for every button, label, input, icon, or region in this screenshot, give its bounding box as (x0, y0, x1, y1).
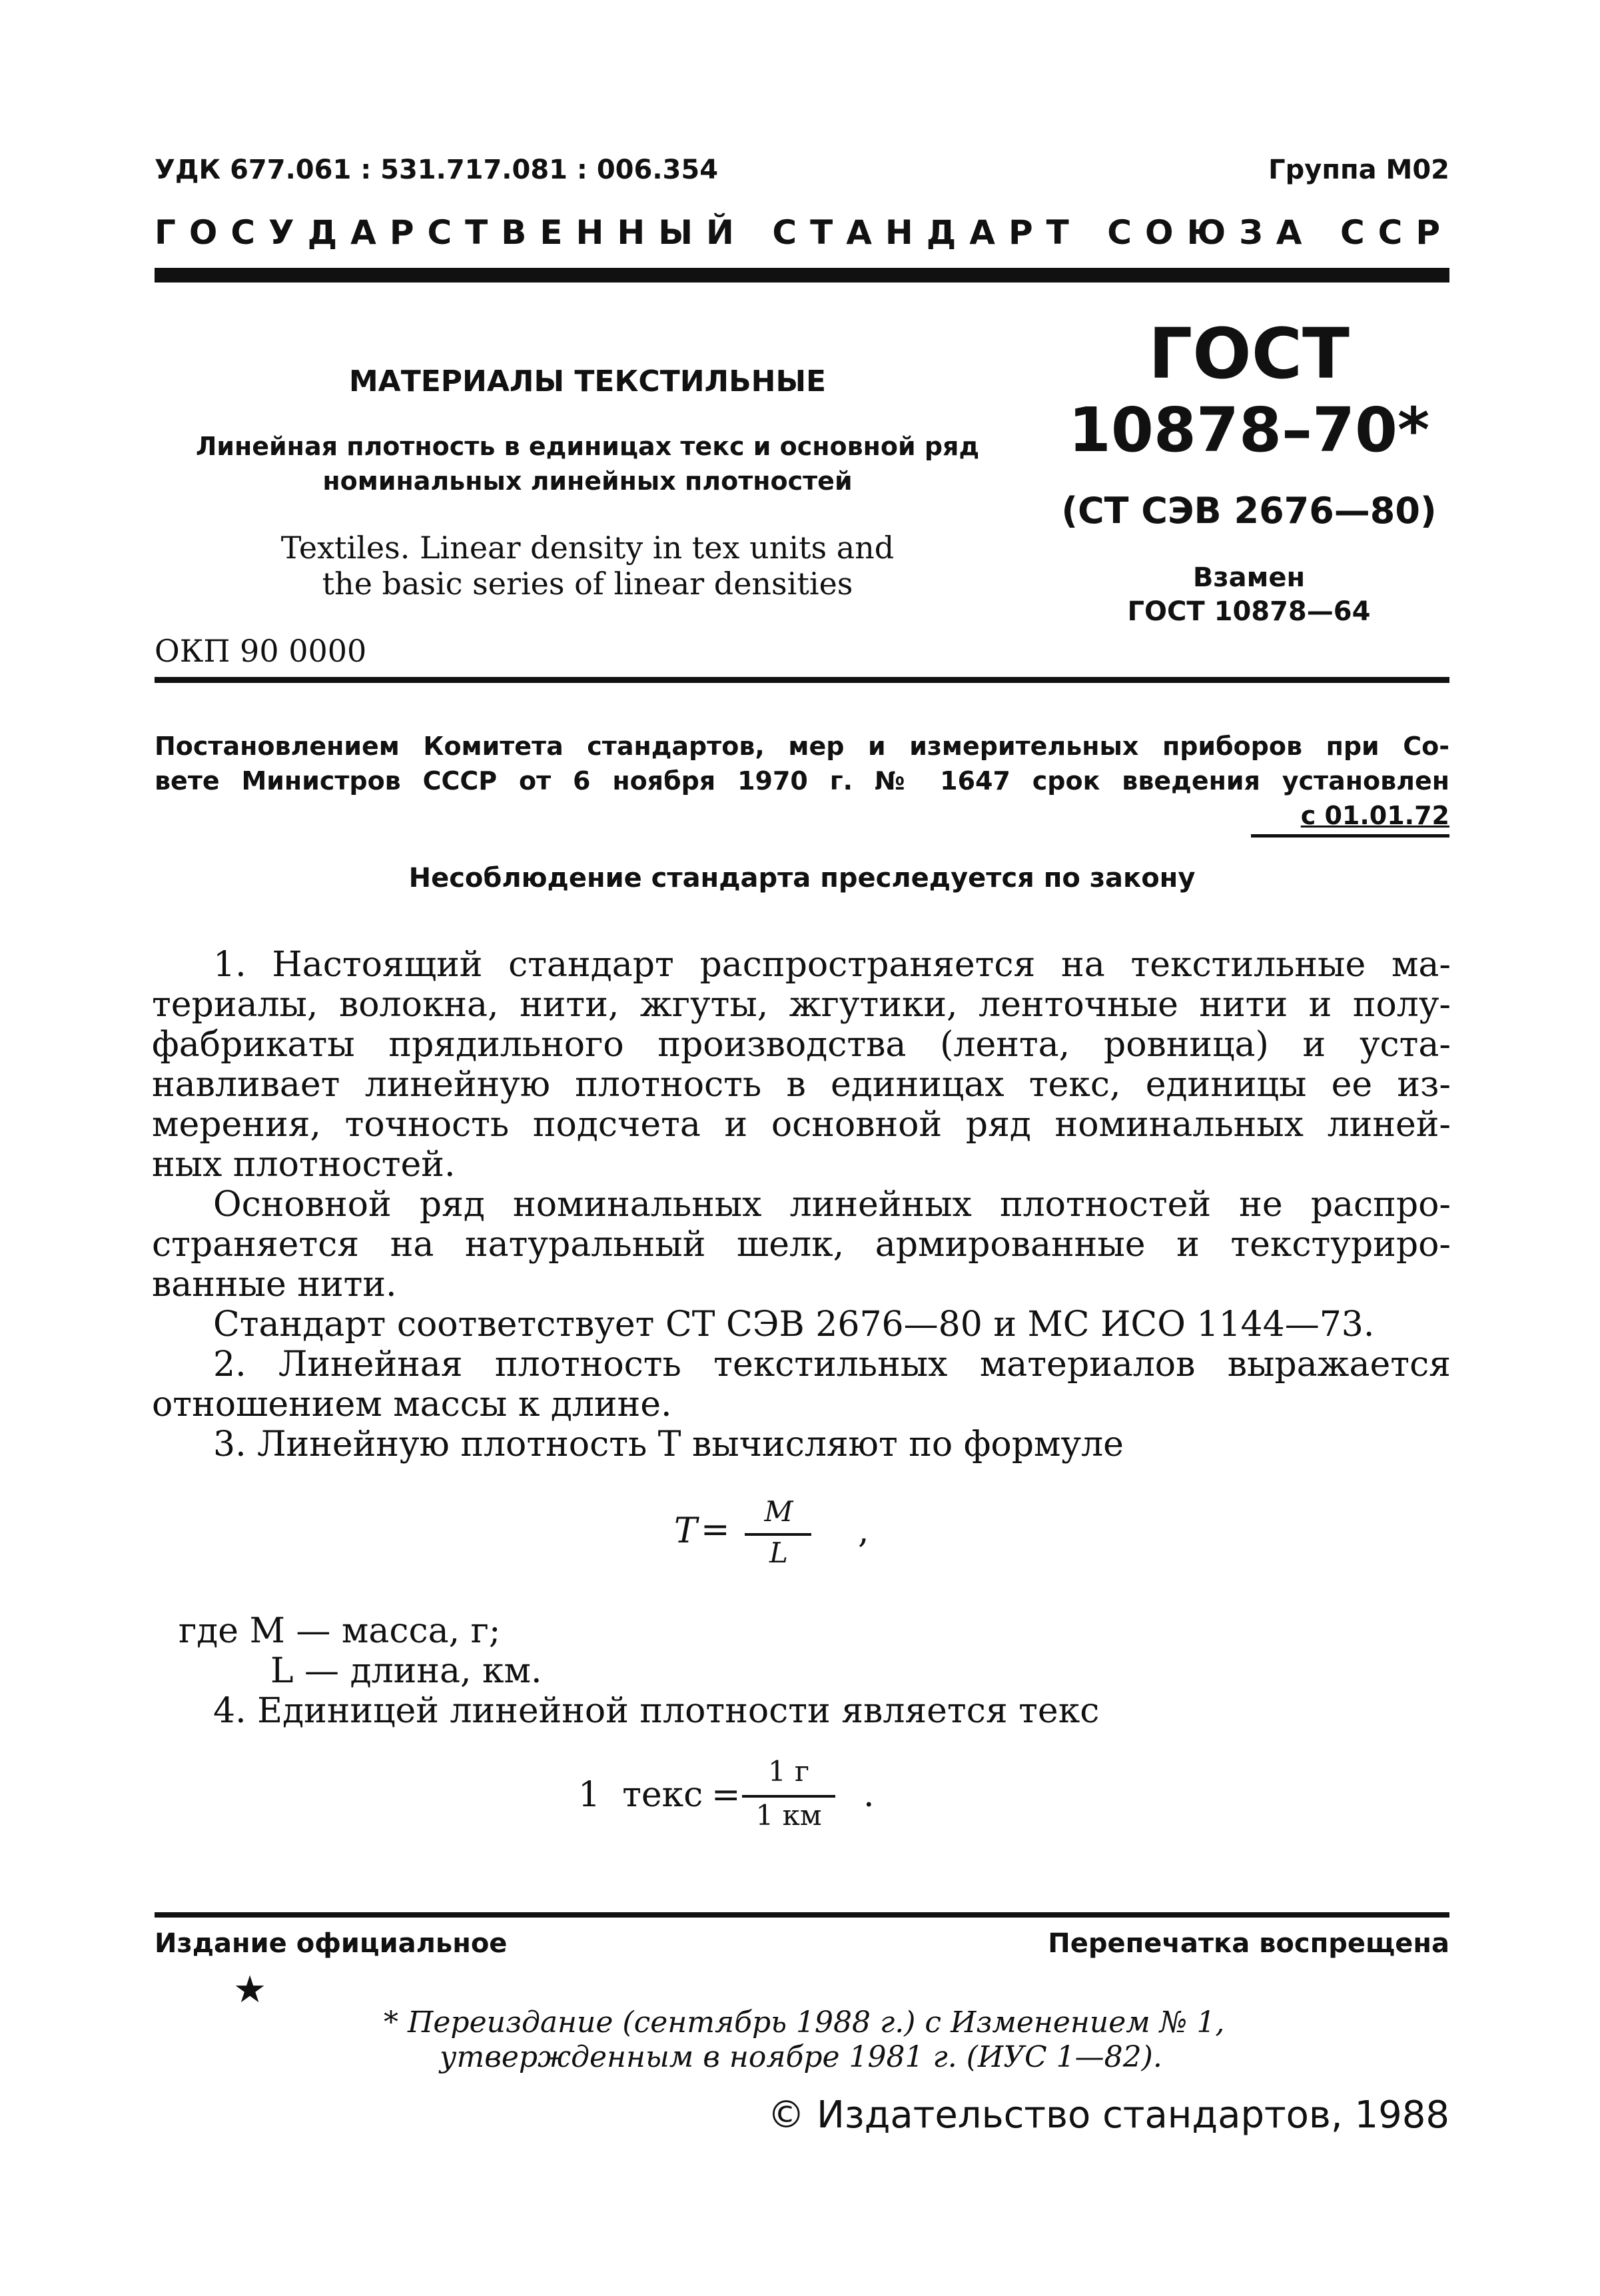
gost-number: 10878–70* (1068, 394, 1430, 466)
p2-line: ванные нити. (152, 1265, 397, 1305)
p1-line: териалы, волокна, нити, жгуты, жгутики, ленточные нити и полу- (152, 985, 1451, 1025)
title-en-line1: Textiles. Linear density in tex units and (280, 530, 895, 566)
p2-line: Основной ряд номинальных линейных плотностей не распро- (213, 1185, 1451, 1225)
p1-line: фабрикаты прядильного производства (лента, ровница) и уста- (152, 1025, 1451, 1065)
paragraph-3: Стандарт соответствует СТ СЭВ 2676—80 и МС ИСО 1144—73. (213, 1305, 1375, 1345)
formula-tex-denominator: 1 км (755, 1799, 822, 1832)
formula-numerator: M (764, 1495, 793, 1528)
reissue-note-line1: * Переиздание (сентябрь 1988 г.) с Изменением № 1, (384, 2006, 1225, 2039)
udk-code: УДК 677.061 : 531.717.081 : 006.354 (155, 155, 719, 185)
formula-denominator: L (769, 1536, 788, 1569)
paragraph-6: 4. Единицей линейной плотности является текс (213, 1691, 1100, 1731)
p1-line: навливает линейную плотность в единицах текс, единицы ее из- (152, 1065, 1451, 1105)
formula-trailing-comma: , (858, 1511, 869, 1551)
p1-line: 1. Настоящий стандарт распространяется на текстильные ма- (213, 945, 1451, 985)
formula-fraction-bar (745, 1533, 811, 1536)
formula-tex-numerator: 1 г (767, 1755, 810, 1788)
star-icon: ★ (233, 1968, 267, 2011)
decree-line1: Постановлением Комитета стандартов, мер и измерительных приборов при Со- (155, 732, 1449, 761)
st-sev-reference: (СТ СЭВ 2676—80) (1061, 490, 1437, 532)
reissue-note-line2: утвержденным в ноябре 1981 г. (ИУС 1—82). (440, 2040, 1162, 2074)
group-code: Группа М02 (1268, 155, 1449, 185)
formula-tex-lhs: 1 текс (578, 1775, 703, 1815)
decree-date: с 01.01.72 (1300, 801, 1449, 830)
footer-rule (155, 1912, 1449, 1918)
p2-line: страняется на натуральный шелк, армированные и текстуриро- (152, 1225, 1451, 1265)
p4-line: отношением массы к длине. (152, 1385, 672, 1425)
p1-line: ных плотностей. (152, 1145, 456, 1185)
publisher-copyright: © Издательство стандартов, 1988 (767, 2093, 1449, 2137)
paragraph-2 (152, 1185, 1451, 1305)
document-title: МАТЕРИАЛЫ ТЕКСТИЛЬНЫЕ (348, 364, 827, 398)
paragraph-5: 3. Линейную плотность T вычисляют по формуле (213, 1425, 1124, 1464)
decree-date-underline (1251, 834, 1449, 838)
title-rule (155, 677, 1449, 683)
paragraph-4 (152, 1345, 1451, 1425)
official-edition: Издание официальное (155, 1928, 508, 1959)
subtitle-ru-line1: Линейная плотность в единицах текс и основной ряд (195, 432, 980, 461)
replaces-gost: ГОСТ 10878—64 (1127, 596, 1371, 627)
p1-line: мерения, точность подсчета и основной ряд номинальных линей- (152, 1105, 1451, 1145)
gost-label: ГОСТ (1148, 313, 1350, 394)
header-rule (155, 268, 1449, 283)
where-mass: где M — масса, г; (179, 1611, 501, 1651)
state-standard-heading: ГОСУДАРСТВЕННЫЙ СТАНДАРТ СОЮЗА ССР (155, 213, 1453, 252)
formula-tex-trailing-period: . (863, 1775, 875, 1815)
formula-tex-equals: = (711, 1775, 741, 1815)
formula-tex-fraction-bar (742, 1795, 835, 1798)
where-length: L — длина, км. (270, 1651, 542, 1691)
formula-equals: = (701, 1510, 730, 1550)
okp-code: ОКП 90 0000 (155, 633, 367, 669)
title-en-line2: the basic series of linear densities (322, 566, 853, 602)
replaces-label: Взамен (1192, 562, 1306, 593)
decree-line2: вете Министров СССР от 6 ноября 1970 г. № 1647 срок введения установлен (155, 766, 1449, 796)
reprint-prohibited: Перепечатка воспрещена (1048, 1928, 1449, 1959)
formula-lhs: T (674, 1511, 697, 1551)
p4-line: 2. Линейная плотность текстильных материалов выражается (213, 1345, 1451, 1385)
paragraph-1 (152, 945, 1451, 1185)
subtitle-ru-line2: номинальных линейных плотностей (322, 466, 853, 496)
law-notice: Несоблюдение стандарта преследуется по закону (408, 863, 1196, 893)
